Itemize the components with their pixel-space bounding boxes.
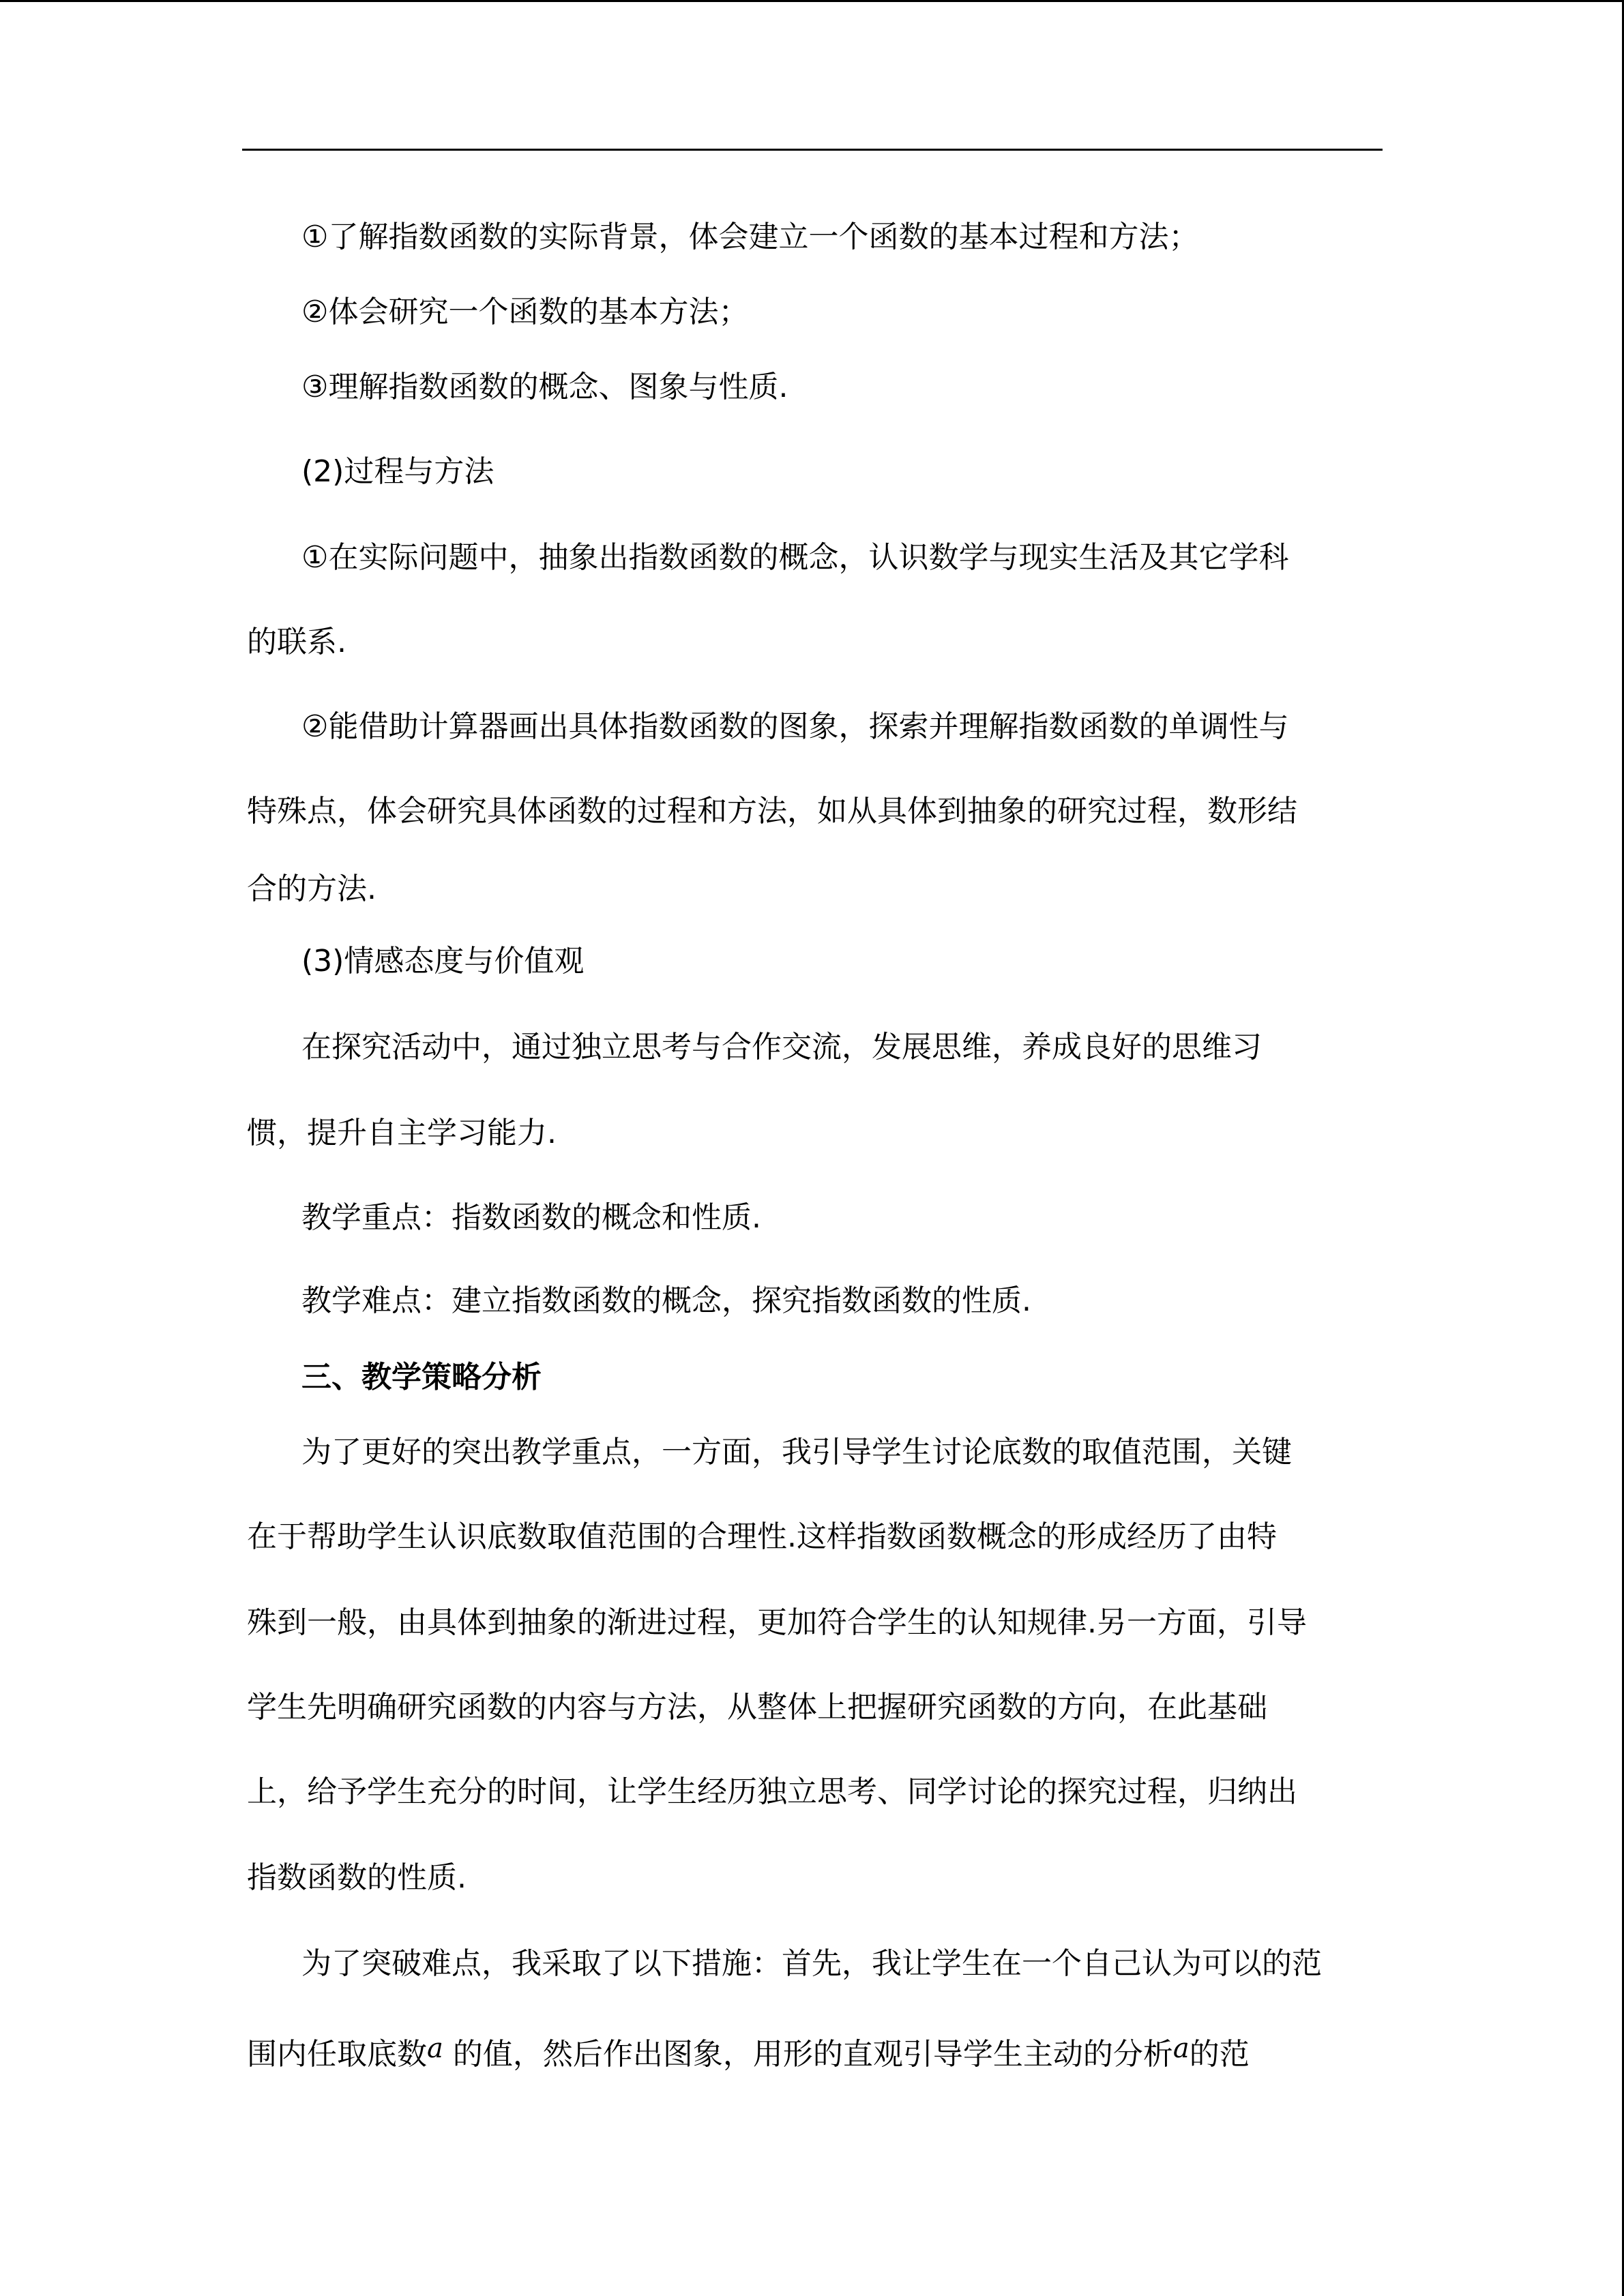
- process-item-1-line-1: ①在实际问题中，抽象出指数函数的概念，认识数学与现实生活及其它学科: [301, 540, 1289, 575]
- page-frame-top: [0, 0, 1624, 2]
- emotion-paragraph-line-2: 惯，提升自主学习能力.: [247, 1116, 557, 1150]
- process-item-2-line-2: 特殊点，体会研究具体函数的过程和方法，如从具体到抽象的研究过程，数形结: [247, 794, 1297, 829]
- strategy-paragraph-1-line-2: 在于帮助学生认识底数取值范围的合理性.这样指数函数概念的形成经历了由特: [247, 1519, 1277, 1554]
- line-text-c: 的范: [1189, 2037, 1250, 2072]
- strategy-paragraph-1-line-1: 为了更好的突出教学重点，一方面，我引导学生讨论底数的取值范围，关键: [301, 1435, 1292, 1470]
- goal-item-2: ②体会研究一个函数的基本方法；: [301, 295, 749, 329]
- section-heading-process-method: (2)过程与方法: [301, 454, 494, 489]
- line-text-b: 的值，然后作出图象，用形的直观引导学生主动的分析: [443, 2037, 1173, 2072]
- strategy-paragraph-1-line-4: 学生先明确研究函数的内容与方法，从整体上把握研究函数的方向，在此基础: [247, 1690, 1267, 1725]
- process-item-1-line-2: 的联系.: [247, 625, 346, 659]
- strategy-paragraph-1-line-5: 上，给予学生充分的时间，让学生经历独立思考、同学讨论的探究过程，归纳出: [247, 1774, 1297, 1809]
- header-rule: [242, 149, 1383, 151]
- process-item-2-line-3: 合的方法.: [247, 871, 377, 906]
- strategy-paragraph-1-line-3: 殊到一般，由具体到抽象的渐进过程，更加符合学生的认知规律.另一方面，引导: [247, 1605, 1307, 1640]
- teaching-difficulty: 教学难点：建立指数函数的概念，探究指数函数的性质.: [301, 1283, 1031, 1318]
- math-variable-a-2: a: [1172, 2033, 1190, 2064]
- strategy-paragraph-2-line-2: [247, 2028, 1250, 2075]
- strategy-paragraph-2-line-1: 为了突破难点，我采取了以下措施：首先，我让学生在一个自己认为可以的范: [301, 1946, 1322, 1981]
- process-item-2-line-1: ②能借助计算器画出具体指数函数的图象，探索并理解指数函数的单调性与: [301, 709, 1289, 744]
- goal-item-1: ①了解指数函数的实际背景，体会建立一个函数的基本过程和方法；: [301, 220, 1199, 254]
- math-variable-a: a: [427, 2033, 443, 2064]
- teaching-key-point: 教学重点：指数函数的概念和性质.: [301, 1200, 761, 1235]
- section-heading-strategy: 三、教学策略分析: [301, 1360, 542, 1395]
- strategy-paragraph-1-line-6: 指数函数的性质.: [247, 1860, 467, 1895]
- section-heading-emotion-attitude: (3)情感态度与价值观: [301, 944, 585, 979]
- emotion-paragraph-line-1: 在探究活动中，通过独立思考与合作交流，发展思维，养成良好的思维习: [301, 1030, 1262, 1064]
- line-text-a: 围内任取底数: [247, 2037, 427, 2072]
- goal-item-3: ③理解指数函数的概念、图象与性质.: [301, 370, 788, 404]
